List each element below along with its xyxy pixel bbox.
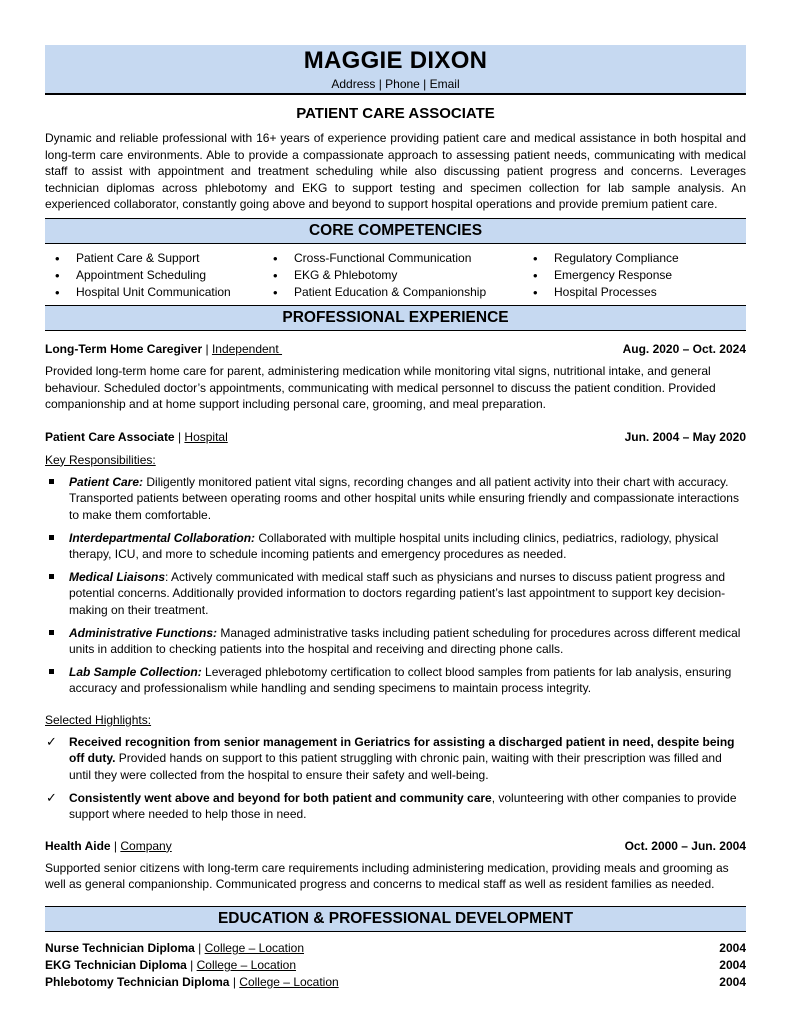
competency-item: • Cross-Functional Communication [263, 250, 523, 267]
highlights-list [45, 734, 746, 823]
highlight-text: Provided hands on support to this patient struggling with chronic pain, waiting with their prescription was filled and until they were collected from the hospital to ensure their safety and well-being. [69, 751, 722, 783]
job-dates: Jun. 2004 – May 2020 [624, 429, 746, 444]
competencies-column-1 [45, 250, 263, 301]
responsibility-text: Leveraged phlebotomy certification to collect blood samples from patients for lab analysis, ensuring accuracy and professionalism while handling and sending specimens to maintain process integrity. [69, 664, 732, 696]
header-band [45, 45, 746, 95]
checkmark-icon: ✓ [46, 733, 57, 749]
education-row [45, 957, 746, 974]
job-title: Long-Term Home Caregiver [45, 341, 203, 356]
core-competencies-heading: CORE COMPETENCIES [45, 218, 746, 244]
competency-item: • Appointment Scheduling [45, 267, 263, 284]
diploma-title: Phlebotomy Technician Diploma [45, 974, 230, 989]
education-separator: | [194, 941, 205, 956]
responsibility-label: Lab Sample Collection: [69, 664, 202, 679]
responsibility-label: Administrative Functions: [69, 625, 218, 640]
responsibility-label: Medical Liaisons [69, 569, 166, 584]
job-separator: | [202, 341, 212, 356]
job-title-line [45, 429, 228, 445]
key-responsibilities-heading: Key Responsibilities: [45, 452, 156, 467]
role-title: PATIENT CARE ASSOCIATE [296, 105, 495, 122]
responsibility-text: Collaborated with multiple hospital units including clinics, pediatrics, radiology, physical therapy, ICU, and more to schedule incoming patients and emergency procedures as needed. [69, 530, 719, 562]
diploma-title: Nurse Technician Diploma [45, 941, 195, 956]
job-description: Provided long-term home care for parent, administering medication while monitoring vital signs, nutritional intake, and general behaviour. Scheduled doctor’s appointments, communicating with medical personnel to discuss the patient condition. Provided companionship and at home support including personal care, grooming, and meal preparation. [45, 363, 716, 412]
education-year: 2004 [719, 957, 746, 972]
resume-page [45, 45, 746, 990]
responsibility-label: Interdepartmental Collaboration: [69, 530, 256, 545]
competencies-column-2 [263, 250, 523, 301]
responsibility-item [45, 569, 746, 619]
competency-item: • EKG & Phlebotomy [263, 267, 523, 284]
education-separator: | [186, 957, 197, 972]
highlight-item [45, 734, 746, 784]
education-list [45, 940, 746, 990]
competency-item: • Patient Education & Companionship [263, 284, 523, 301]
highlight-text: , volunteering with other companies to provide support where needed to help those in need. [69, 790, 737, 822]
school-location: College – Location [239, 974, 339, 989]
responsibility-item [45, 474, 746, 524]
employer: Company [120, 838, 172, 853]
job-title: Health Aide [45, 838, 111, 853]
candidate-name: MAGGIE DIXON [303, 47, 488, 74]
responsibility-label: Patient Care: [69, 474, 144, 489]
education-heading: EDUCATION & PROFESSIONAL DEVELOPMENT [45, 906, 746, 932]
job-separator: | [110, 838, 121, 853]
job-dates: Aug. 2020 – Oct. 2024 [622, 341, 746, 356]
employer: Independent [211, 341, 283, 356]
checkmark-icon: ✓ [46, 789, 57, 805]
responsibilities-list [45, 474, 746, 697]
responsibility-item [45, 530, 746, 563]
education-separator: | [229, 974, 240, 989]
job-header [45, 838, 746, 854]
contact-line: Address | Phone | Email [331, 77, 460, 91]
responsibility-text: : Actively communicated with medical staff such as physicians and nurses to discuss patient progress and potential concerns. Additionally provided information to doctors regarding patient’s last appointment to support key decision-making on their treatment. [69, 569, 726, 617]
highlight-bold: Consistently went above and beyond for both patient and community care [69, 790, 492, 805]
diploma-title: EKG Technician Diploma [45, 957, 187, 972]
job-title: Patient Care Associate [45, 429, 175, 444]
responsibility-text: Managed administrative tasks including patient scheduling for procedures across different medical units in addition to checking patients into the hospital and receiving and directing phone calls. [69, 625, 741, 657]
school-location: College – Location [196, 957, 297, 972]
school-location: College – Location [204, 941, 305, 956]
competency-item: • Hospital Processes [523, 284, 746, 301]
employer: Hospital [184, 429, 228, 444]
education-year: 2004 [719, 974, 746, 989]
job-separator: | [174, 429, 185, 444]
job-title-line [45, 838, 172, 854]
education-row [45, 940, 746, 957]
responsibility-item [45, 625, 746, 658]
competency-item: • Patient Care & Support [45, 250, 263, 267]
competency-item: • Hospital Unit Communication [45, 284, 263, 301]
selected-highlights-heading: Selected Highlights: [45, 712, 152, 727]
job-header [45, 341, 746, 357]
highlight-bold: Received recognition from senior management in Geriatrics for assisting a discharged patient in need, despite being off duty. [69, 734, 735, 766]
job-dates: Oct. 2000 – Jun. 2004 [624, 838, 746, 853]
job-description: Supported senior citizens with long-term care requirements including administering medication, providing meals and grooming as well as general companionship. Communicated progress and concerns to medical staff as well as resident families as needed. [45, 860, 729, 892]
job-title-line [45, 341, 282, 357]
responsibility-text: Diligently monitored patient vital signs, recording changes and all patient activity into their chart with accuracy. Transported patients between operating rooms and other hospital units while ensuring friendly and compassionate interactions to make them comfortable. [69, 474, 739, 522]
professional-experience-heading: PROFESSIONAL EXPERIENCE [45, 305, 746, 331]
job-header [45, 429, 746, 445]
responsibility-item [45, 664, 746, 697]
education-row [45, 974, 746, 991]
competency-item: • Regulatory Compliance [523, 250, 746, 267]
highlight-item [45, 790, 746, 823]
competencies-grid [45, 250, 746, 301]
education-year: 2004 [719, 941, 746, 956]
competencies-column-3 [523, 250, 746, 301]
competency-item: • Emergency Response [523, 267, 746, 284]
summary-paragraph: Dynamic and reliable professional with 16+ years of experience providing patient care and medical assistance in both hospital and long-term care environments. Able to provide a compassionate approach to assessing patient needs, communicating with medical staff to assist with appointment and treatment scheduling while also discussing patient progress and concerns. Leverages technician diplomas across phlebotomy and EKG to support testing and specimen collection for lab sample analysis. An experienced collaborator, constantly going above and beyond to support hospital operations and provide premium patient care. [45, 131, 746, 212]
